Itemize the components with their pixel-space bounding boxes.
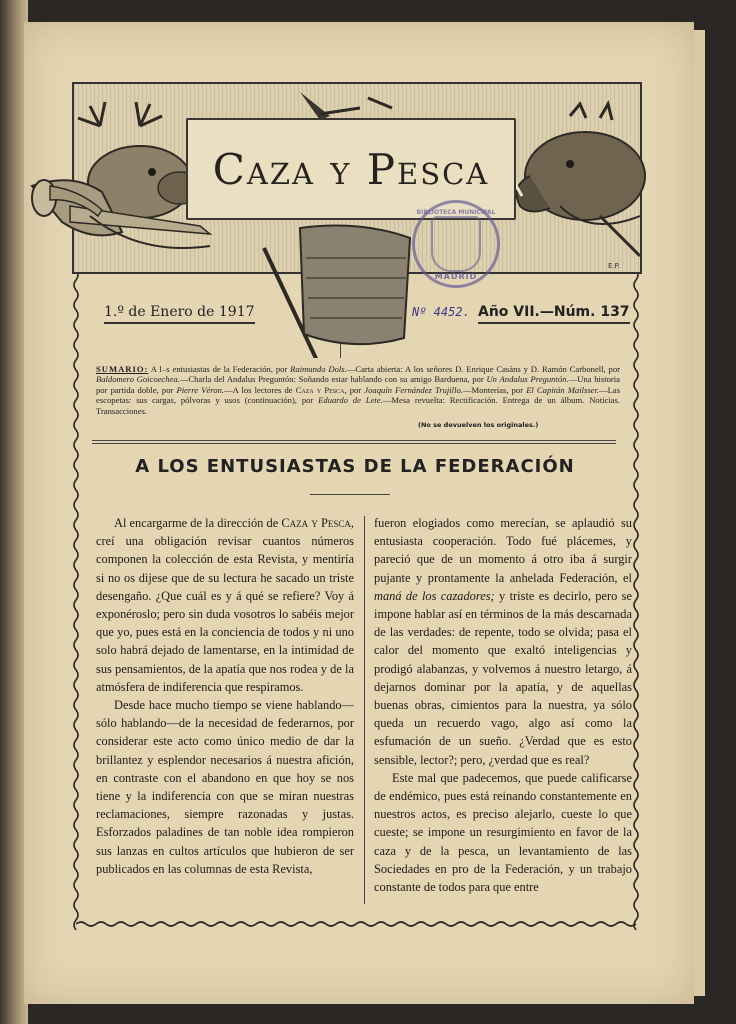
text-segment: , por — [344, 384, 365, 395]
text-segment: Baldomero Goicoechea. — [96, 374, 180, 385]
text-segment: Pierre Véron. — [176, 384, 225, 395]
text-segment: Joaquín Fernández Trujillo. — [364, 384, 463, 395]
title-underline — [310, 494, 390, 495]
column-divider — [364, 516, 365, 904]
text-segment: —Una historia por partida doble, por — [96, 374, 620, 395]
text-segment: —Charla del Andalus Preguntón: Soñando estar hablando con su amigo Barduena, por — [179, 374, 487, 385]
stamp-text: MADRID — [434, 272, 478, 281]
article-left-column — [96, 514, 354, 878]
masthead-title: Caza y Pesca — [212, 144, 490, 194]
issue-number: Año VII.—Núm. 137 — [478, 304, 630, 324]
table-of-contents — [96, 364, 620, 416]
engraver-signature: E.P. — [608, 262, 621, 270]
boar-head-illustration — [500, 96, 660, 276]
hunting-horn-icon — [28, 170, 108, 230]
text-segment: , creí una obligación revisar cuantos números componen la colección de esta Revista, y mentiría si no os dijese que de su lectura he sacado un triste desengaño. ¿Que cuál es y á qué se refiere? Voy á exponéroslo; pero sin duda vosotros lo sabéis mejor que yo, pues está en la conciencia de todos y ni uno solo habrá dejado de lamentarse, en la intimidad de sus pensamientos, de la apatía que nos rodea y de la atmósfera de indiferencia que respiramos. — [96, 516, 354, 694]
stamp-top-text: BIBLIOTECA MUNICIPAL — [416, 209, 496, 216]
text-segment: Un Andalus Preguntón. — [486, 374, 569, 385]
text-segment: Desde hace mucho tiempo se viene hablando—sólo hablando—de la necesidad de federarnos, por considerar este acto como único medio de dar la brillantez y esplendor necesarios á nuestra afición, en contraste con el abandono en que hoy se nos tiene y la indiferencia con que se miran nuestras reclamaciones, siempre razonadas y justas. Esforzados paladines de tan noble idea rompieron sus lanzas en cultos artículos que hubieron de ser publicados en las columnas de esta Revista, — [96, 698, 354, 876]
masthead-stem-line — [340, 342, 341, 358]
section-rule — [92, 440, 616, 441]
text-segment: fueron elogiados como merecían, se aplaudió su entusiasta cooperación. Todo fué plácemes, y pareció que de un momento á otro iba á surgir pujante y prontamente la anhelada Federación, el — [374, 516, 632, 585]
article-paragraph — [374, 514, 632, 769]
text-segment: —A los lectores de — [224, 384, 296, 395]
article-right-column — [374, 514, 632, 896]
text-segment: —Monterías, por — [462, 384, 527, 395]
text-segment: —Carta abierta: A los señores D. Enrique Casáns y D. Ramón Carbonell, por — [346, 364, 621, 374]
sumario-label: SUMARIO: — [96, 364, 149, 374]
issue-date: 1.º de Enero de 1917 — [104, 304, 255, 324]
text-segment: Al encargarme de la dirección de — [114, 516, 282, 530]
text-segment: Este mal que padecemos, que puede calificarse de endémico, pues está reinando constantemente en nuestros actos, es preciso alejarlo, cueste lo que cueste; se impone un resurgimiento en favor de la caza y de la pesca, un levantamiento de las Sociedades en pro de la Federación, y un trabajo constante de todos para que entre — [374, 770, 632, 895]
text-segment: Caza y Pesca — [281, 516, 351, 530]
left-frame-ornament — [70, 270, 82, 930]
text-segment: —Las escopetas: sus cargas, pólvoras y usos (continuación), por — [96, 384, 621, 406]
text-segment: Caza y Pesca — [295, 384, 345, 395]
text-segment: —Mesa revuelta: Rectificación. Entrega de un álbum. Noticias. Transacciones. — [96, 395, 620, 416]
section-rule-double — [92, 443, 616, 444]
text-segment: Eduardo de Lete. — [318, 395, 383, 406]
text-segment: A l₋s entusiastas de la Federación, por — [148, 364, 291, 374]
inventory-mark: Nº 4452. — [412, 305, 470, 319]
text-segment: maná de los cazadores; — [374, 588, 495, 603]
article-paragraph — [96, 514, 354, 696]
library-stamp — [412, 200, 500, 288]
sumario-body — [96, 364, 620, 416]
coat-of-arms-icon — [431, 216, 481, 272]
originals-not-returned-note: (No se devuelven los originales.) — [418, 421, 539, 429]
article-title: A LOS ENTUSIASTAS DE LA FEDERACIÓN — [135, 456, 575, 477]
article-paragraph — [96, 696, 354, 878]
text-segment: El Capitán Mailsser. — [526, 384, 600, 395]
text-segment: y triste es decirlo, pero se impone hablar así en términos de la más descarnada de las verdades: de repente, todo se olvida; pasa el calor del momento que exaltó inteligencias y prodigó alabanzas, y volvemos á nuestro letargo, á dejarnos dominar por la apatía, y de aquellas buenas obras, cimientos para la nuestra, ya sólo queda un recuerdo vago, algo así como la esfumación de un sueño. ¿Verdad que es esto sensible, lector?; pero, ¿verdad que es real? — [374, 588, 632, 767]
article-paragraph — [374, 769, 632, 896]
text-segment: Raimundo Dols. — [290, 364, 347, 374]
bottom-frame-ornament — [76, 918, 638, 930]
